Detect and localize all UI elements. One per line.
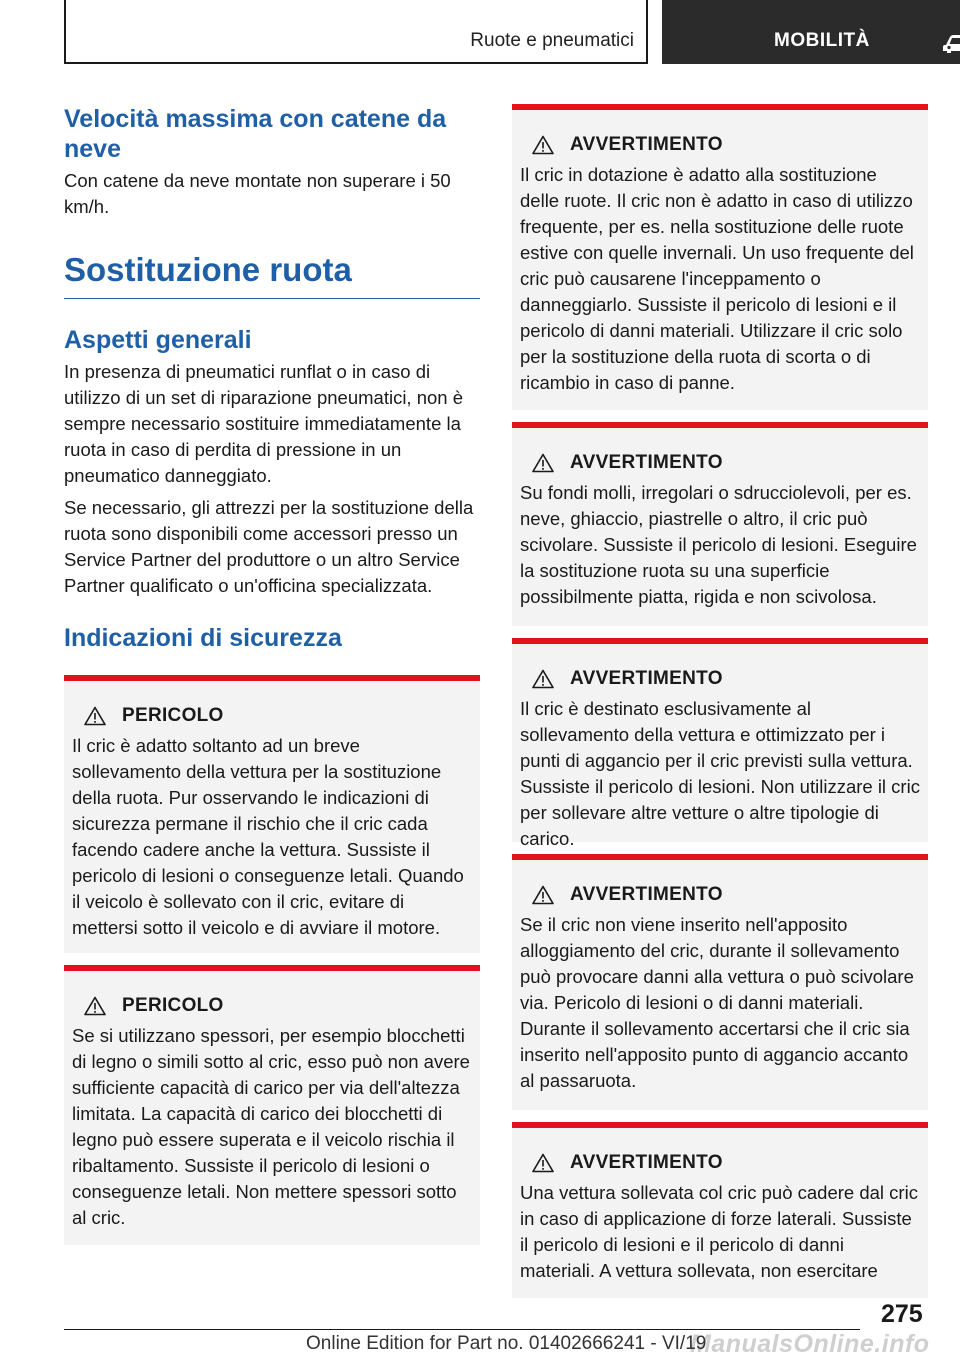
chapter-tab [662,0,960,64]
edition-text: Online Edition for Part no. 01402666241 - VI/19 [306,1333,707,1354]
main-heading-wrap [64,250,480,299]
notice-label: AVVERTIMENTO [570,668,723,689]
notice-header [520,450,920,476]
safety-heading: Indicazioni di sicurezza [64,624,342,652]
warning-triangle-icon [532,885,554,905]
notice-header [520,882,920,908]
notice-label: AVVERTIMENTO [570,1152,723,1173]
warning-triangle-icon [532,453,554,473]
warning-notice [512,422,928,626]
section-tab [64,0,648,64]
page-number: 275 [881,1300,923,1328]
warning-notice [512,854,928,1110]
warning-notice [512,1122,928,1298]
general-heading: Aspetti generali [64,326,252,354]
notice-text: Il cric in dotazione è adatto alla sostituzione delle ruote. Il cric non è adatto in caso di utilizzo frequente, per es. nella sostituzione delle ruote estive con quelle invernali. Un uso frequente del cric può causarene l'inceppamento o danneggiarlo. Sussiste il pericolo di lesioni e il pericolo di danni materiali. Utilizzare il cric solo per la sostituzione della ruota di scorta o di ricambio in caso di panne. [520,164,914,393]
danger-notice [64,965,480,1245]
notice-text: Una vettura sollevata col cric può cadere dal cric in caso di applicazione di forze laterali. Sussiste il pericolo di lesioni e il pericolo di danni materiali. A vettura sollevata, non esercitare [520,1182,918,1281]
warning-notice [512,104,928,410]
notice-header [72,703,472,729]
watermark: ManualsOnline.info [690,1330,930,1358]
notice-label: AVVERTIMENTO [570,134,723,155]
general-paragraph-2: Se necessario, gli attrezzi per la sostituzione della ruota sono disponibili come accessori presso un Service Partner del produttore o un altro Service Partner qualificato o un'officina specializzata. [64,497,474,596]
notice-label: AVVERTIMENTO [570,884,723,905]
page-header [64,0,960,66]
notice-text: Il cric è adatto soltanto ad un breve sollevamento della vettura per la sostituzione della ruota. Pur osservando le indicazioni di sicurezza permane il rischio che il cric cada facendo cadere anche la vettura. Sussiste il pericolo di lesioni o conseguenze letali. Quando il veicolo è sollevato con il cric, evitare di mettersi sotto il veicolo e di avviare il motore. [72,735,464,938]
notice-text: Il cric è destinato esclusivamente al sollevamento della vettura e ottimizzato per i punti di aggancio per il cric previsti sulla vettura. Sussiste il pericolo di lesioni. Non utilizzare il cric per sollevare altre vetture o altre tipologie di carico. [520,698,920,849]
notice-label: AVVERTIMENTO [570,452,723,473]
right-column [512,104,928,1298]
left-column [64,104,480,1245]
notice-label: PERICOLO [122,705,224,726]
warning-triangle-icon [84,996,106,1016]
warning-triangle-icon [532,135,554,155]
notice-header [520,132,920,158]
notice-header [520,1150,920,1176]
car-icon [942,30,960,54]
notice-label: PERICOLO [122,995,224,1016]
warning-triangle-icon [532,1153,554,1173]
notice-header [520,666,920,692]
warning-triangle-icon [84,706,106,726]
chapter-title: MOBILITÀ [774,30,870,51]
warning-notice [512,638,928,849]
section-title: Ruote e pneumatici [470,30,634,51]
speed-text: Con catene da neve montate non superare i 50 km/h. [64,170,451,217]
speed-heading: Velocità massima con catene da neve [64,105,447,163]
notice-text: Se il cric non viene inserito nell'apposito alloggiamento del cric, durante il sollevamento può provocare danni alla vettura o può scivolare via. Pericolo di lesioni o di danni materiali. Durante il sollevamento accertarsi che il cric sia inserito nell'apposito punto di aggancio accanto al passaruota. [520,914,914,1091]
main-heading: Sostituzione ruota [64,251,352,288]
notice-text: Su fondi molli, irregolari o sdrucciolevoli, per es. neve, ghiaccio, piastrelle o altro, il cric può scivolare. Sussiste il pericolo di lesioni. Eseguire la sostituzione ruota su una superficie possibilmente piatta, rigida e non scivolosa. [520,482,917,607]
notice-text: Se si utilizzano spessori, per esempio blocchetti di legno o simili sotto al cric, esso può non avere sufficiente capacità di carico per via dell'altezza limitata. La capacità di carico dei blocchetti di legno può essere superata e il veicolo rischia il ribaltamento. Sussiste il pericolo di lesioni o conseguenze letali. Non mettere spessori sotto al cric. [72,1025,470,1228]
warning-triangle-icon [532,669,554,689]
general-paragraph-1: In presenza di pneumatici runflat o in caso di utilizzo di un set di riparazione pneumatici, non è sempre necessario sostituire immediatamente la ruota in caso di perdita di pressione in un pneumatico danneggiato. [64,361,464,486]
notice-header [72,993,472,1019]
danger-notice [64,675,480,953]
